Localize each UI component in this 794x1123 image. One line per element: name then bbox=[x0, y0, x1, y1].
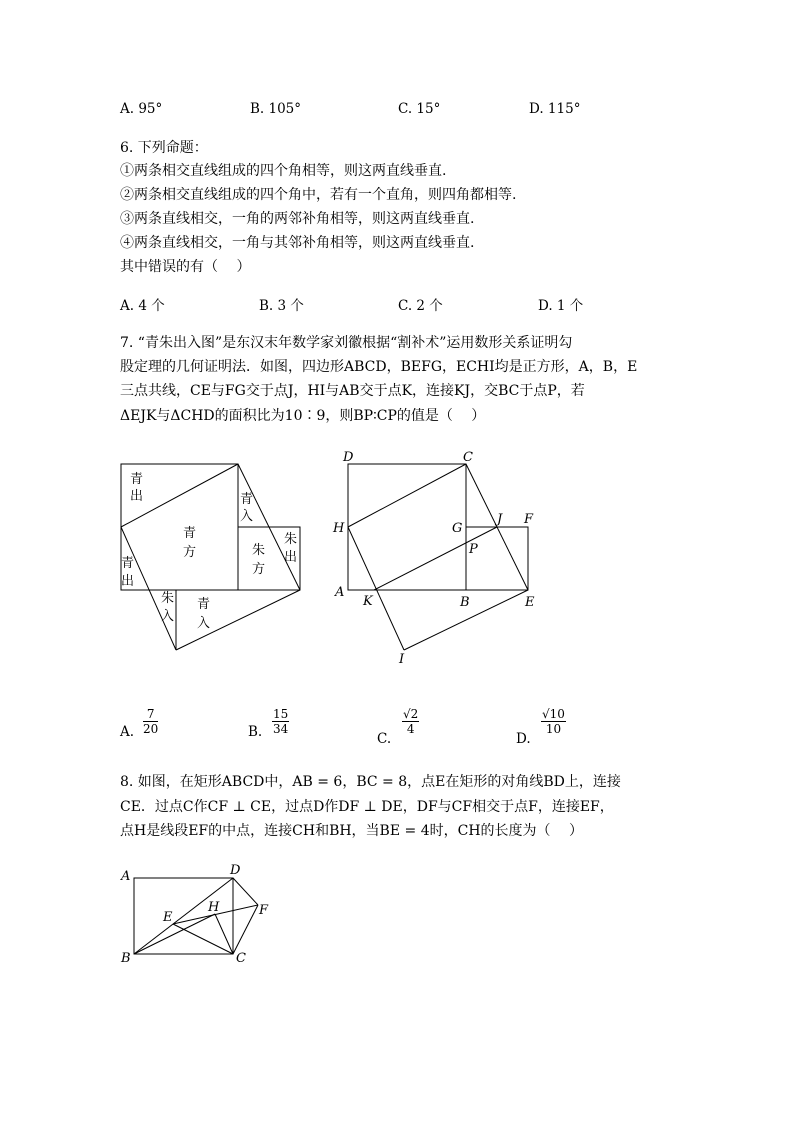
fig1-label: 方 bbox=[183, 545, 197, 560]
fraction-numerator: 15 bbox=[273, 707, 289, 721]
fraction-numerator: 7 bbox=[143, 707, 158, 722]
fig2-label-e: E bbox=[525, 595, 535, 610]
q7-line-2: 股定理的几何证明法．如图，四边形ABCD，BEFG，ECHI均是正方形，A，B，E bbox=[120, 359, 638, 375]
fig3-label-c: C bbox=[236, 951, 246, 966]
fig1-label: 出 bbox=[284, 550, 298, 565]
fig1-label: 青 bbox=[130, 472, 144, 487]
q6-prompt: 其中错误的有（ ） bbox=[120, 259, 251, 275]
q7-option-b-letter: B. bbox=[248, 724, 263, 740]
q6-statement-3: ③两条直线相交，一角的两邻补角相等，则这两直线垂直. bbox=[120, 211, 475, 227]
fig1-label: 方 bbox=[252, 562, 266, 577]
fig3-label-e: E bbox=[163, 910, 173, 925]
q8-line-2: CE．过点C作CF ⊥ CE，过点D作DF ⊥ DE，DF与CF相交于点F，连接EF， bbox=[120, 799, 614, 815]
q5-option-a: A. 95° bbox=[120, 101, 163, 117]
fig2-label-a: A bbox=[335, 585, 345, 600]
q6-statement-1: ①两条相交直线组成的四个角相等，则这两直线垂直. bbox=[120, 163, 447, 179]
q7-option-a-letter: A. bbox=[120, 724, 135, 740]
fig2-label-h: H bbox=[333, 521, 345, 536]
fraction-denominator: 20 bbox=[143, 722, 159, 736]
fig3-label-d: D bbox=[230, 863, 241, 878]
fig3-label-h: H bbox=[208, 900, 220, 915]
fig1-label: 青 bbox=[197, 597, 211, 612]
fraction-numerator: √2 bbox=[403, 707, 419, 721]
fig2-label-p: P bbox=[469, 542, 478, 557]
q6-title: 6. 下列命题： bbox=[120, 140, 208, 156]
q8-line-1: 8. 如图，在矩形ABCD中，AB = 6，BC = 8，点E在矩形的对角线BD上，连接 bbox=[120, 774, 621, 790]
q6-statement-4: ④两条直线相交，一角与其邻补角相等，则这两直线垂直. bbox=[120, 235, 475, 251]
fig1-label: 出 bbox=[121, 574, 135, 589]
fig1-label: 青 bbox=[183, 526, 197, 541]
fraction-denominator: 4 bbox=[406, 722, 415, 736]
fraction-denominator: 10 bbox=[545, 722, 562, 736]
q5-option-c: C. 15° bbox=[398, 101, 441, 117]
fig2-label-g: G bbox=[452, 521, 463, 536]
q5-option-d: D. 115° bbox=[529, 101, 581, 117]
q7-line-3: 三点共线，CE与FG交于点J，HI与AB交于点K，连接KJ，交BC于点P，若 bbox=[120, 383, 585, 399]
fig2-label-i: I bbox=[399, 652, 405, 667]
q7-option-c-letter: C. bbox=[377, 731, 392, 747]
q7-option-d-letter: D. bbox=[516, 731, 531, 747]
q6-option-a: A. 4 个 bbox=[120, 298, 165, 314]
fig2-label-b: B bbox=[460, 595, 470, 610]
fig1-label: 入 bbox=[240, 509, 254, 524]
q5-option-b: B. 105° bbox=[250, 101, 302, 117]
q6-option-b: B. 3 个 bbox=[259, 298, 304, 314]
fig1-label: 朱 bbox=[284, 532, 298, 547]
fraction-denominator: 34 bbox=[273, 722, 289, 736]
fig1-label: 朱 bbox=[161, 591, 175, 606]
q6-option-c: C. 2 个 bbox=[398, 298, 443, 314]
q6-statement-2: ②两条相交直线组成的四个角中，若有一个直角，则四角都相等. bbox=[120, 187, 517, 203]
q7-line-4: ΔEJK与ΔCHD的面积比为10∶9，则BP∶CP的值是（ ） bbox=[120, 408, 486, 424]
fig1-label: 朱 bbox=[252, 543, 266, 558]
q7-line-1: 7. “青朱出入图”是东汉末年数学家刘徽根据“割补术”运用数形关系证明勾 bbox=[120, 335, 573, 351]
fig3-label-a: A bbox=[121, 869, 131, 884]
fraction-numerator: √10 bbox=[542, 707, 565, 721]
q6-option-d: D. 1 个 bbox=[538, 298, 584, 314]
fig2-label-f: F bbox=[524, 512, 534, 527]
fig1-label: 青 bbox=[121, 556, 135, 571]
fig3-label-f: F bbox=[259, 903, 269, 918]
fig1-label: 入 bbox=[161, 609, 175, 624]
fig2-label-j: J bbox=[497, 512, 503, 527]
fig1-label: 出 bbox=[130, 489, 144, 504]
fig2-label-c: C bbox=[463, 450, 473, 465]
fig2-label-k: K bbox=[363, 594, 373, 609]
q8-line-3: 点H是线段EF的中点，连接CH和BH，当BE = 4时，CH的长度为（ ） bbox=[120, 823, 583, 839]
fig1-label: 青 bbox=[240, 492, 254, 507]
fig2-label-d: D bbox=[343, 450, 354, 465]
fig1-label: 入 bbox=[197, 616, 211, 631]
fig3-label-b: B bbox=[121, 951, 131, 966]
